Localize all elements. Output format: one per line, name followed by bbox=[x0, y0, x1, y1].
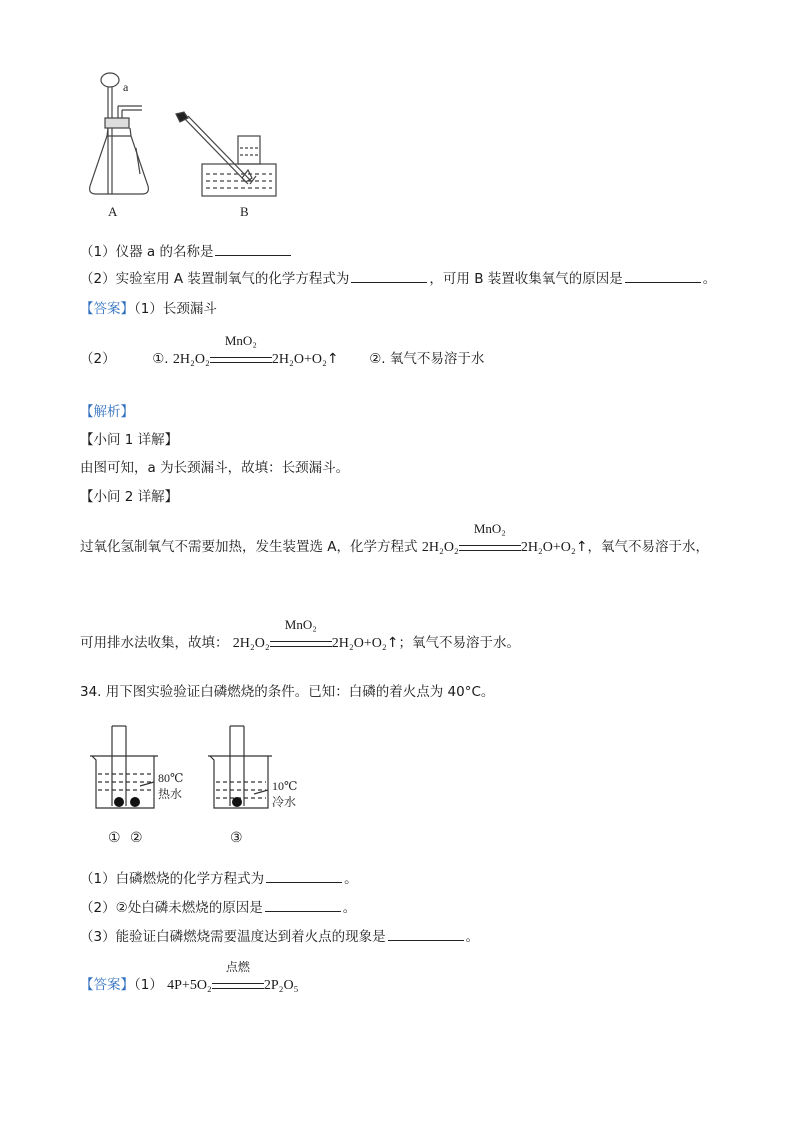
equation-phosphorus: 4P+5O₂ 点燃 2P₂O₅ bbox=[167, 960, 299, 993]
q33-sub2: （2）实验室用 A 装置制氧气的化学方程式为 ，可用 B 装置收集氧气的原因是 。 bbox=[80, 271, 717, 287]
answer-blank[interactable] bbox=[265, 899, 341, 912]
beaker1-water: 热水 bbox=[158, 787, 183, 801]
beaker1-temp: 80℃ bbox=[158, 771, 184, 785]
answer-blank[interactable] bbox=[388, 928, 464, 941]
mark-2: ② bbox=[130, 831, 143, 846]
label-B: B bbox=[240, 204, 249, 219]
analysis-q2-line2: 可用排水法收集，故填： 2H₂O₂ MnO₂ 2H₂O+O₂↑；氧气不易溶于水。 bbox=[80, 617, 521, 651]
answer-blank[interactable] bbox=[625, 270, 701, 283]
mark-3: ③ bbox=[230, 831, 243, 846]
answer-1-line2: （2） ①. 2H₂O₂ MnO₂ 2H₂O+O₂↑ ②. 氧气不易溶于水 bbox=[80, 333, 485, 367]
white-phosphorus-2 bbox=[130, 797, 140, 807]
q34-sub3: （3）能验证白磷燃烧需要温度达到着火点的现象是 。 bbox=[80, 929, 480, 945]
analysis-q1-text: 由图可知，a 为长颈漏斗，故填：长颈漏斗。 bbox=[80, 460, 350, 476]
analysis-tag: 【解析】 bbox=[80, 404, 134, 420]
analysis-q1-title: 【小问 1 详解】 bbox=[80, 432, 179, 448]
apparatus-a-drawing bbox=[90, 73, 149, 194]
beaker-figure bbox=[88, 722, 298, 846]
beaker-hot-water bbox=[90, 726, 158, 808]
answer-tag: 【答案】 bbox=[80, 301, 134, 317]
beaker-cold-water bbox=[208, 726, 272, 808]
apparatus-b-drawing bbox=[176, 112, 276, 196]
answer-blank[interactable] bbox=[266, 870, 342, 883]
q33-sub1: （1）仪器 a 的名称是 bbox=[80, 243, 293, 261]
answer-2-line1: 【答案】（1） 4P+5O₂ 点燃 2P₂O₅ bbox=[80, 960, 299, 993]
answer-blank[interactable] bbox=[351, 270, 427, 283]
beaker2-water: 冷水 bbox=[272, 795, 297, 809]
apparatus-figure bbox=[80, 66, 300, 226]
q34-sub1: （1）白磷燃烧的化学方程式为 。 bbox=[80, 871, 358, 887]
label-A: A bbox=[108, 204, 118, 219]
answer-1-line1: 【答案】（1）长颈漏斗 bbox=[80, 301, 217, 317]
analysis-q2-line1: 过氧化氢制氧气不需要加热，发生装置选 A，化学方程式 2H₂O₂ MnO₂ 2H₂O+O₂↑，氧气不易溶于水， bbox=[80, 521, 710, 555]
equation-h2o2: 2H₂O₂ MnO₂ 2H₂O+O₂↑ bbox=[172, 333, 339, 367]
beaker2-temp: 10℃ bbox=[272, 779, 298, 793]
answer-blank[interactable] bbox=[215, 243, 291, 256]
white-phosphorus-3 bbox=[232, 797, 242, 807]
q34-title: 34. 用下图实验验证白磷燃烧的条件。已知：白磷的着火点为 40°C。 bbox=[80, 684, 495, 700]
analysis-q2-title: 【小问 2 详解】 bbox=[80, 489, 179, 505]
equation-h2o2-inline-1: 2H₂O₂ MnO₂ 2H₂O+O₂↑ bbox=[421, 521, 588, 555]
label-a: a bbox=[123, 80, 129, 94]
q34-sub2: （2）②处白磷未燃烧的原因是 。 bbox=[80, 900, 357, 916]
mark-1: ① bbox=[108, 831, 121, 846]
equation-h2o2-inline-2: 2H₂O₂ MnO₂ 2H₂O+O₂↑ bbox=[232, 617, 399, 651]
white-phosphorus-1 bbox=[114, 797, 124, 807]
answer-tag: 【答案】 bbox=[80, 977, 134, 993]
analysis-tag-line bbox=[80, 403, 134, 421]
